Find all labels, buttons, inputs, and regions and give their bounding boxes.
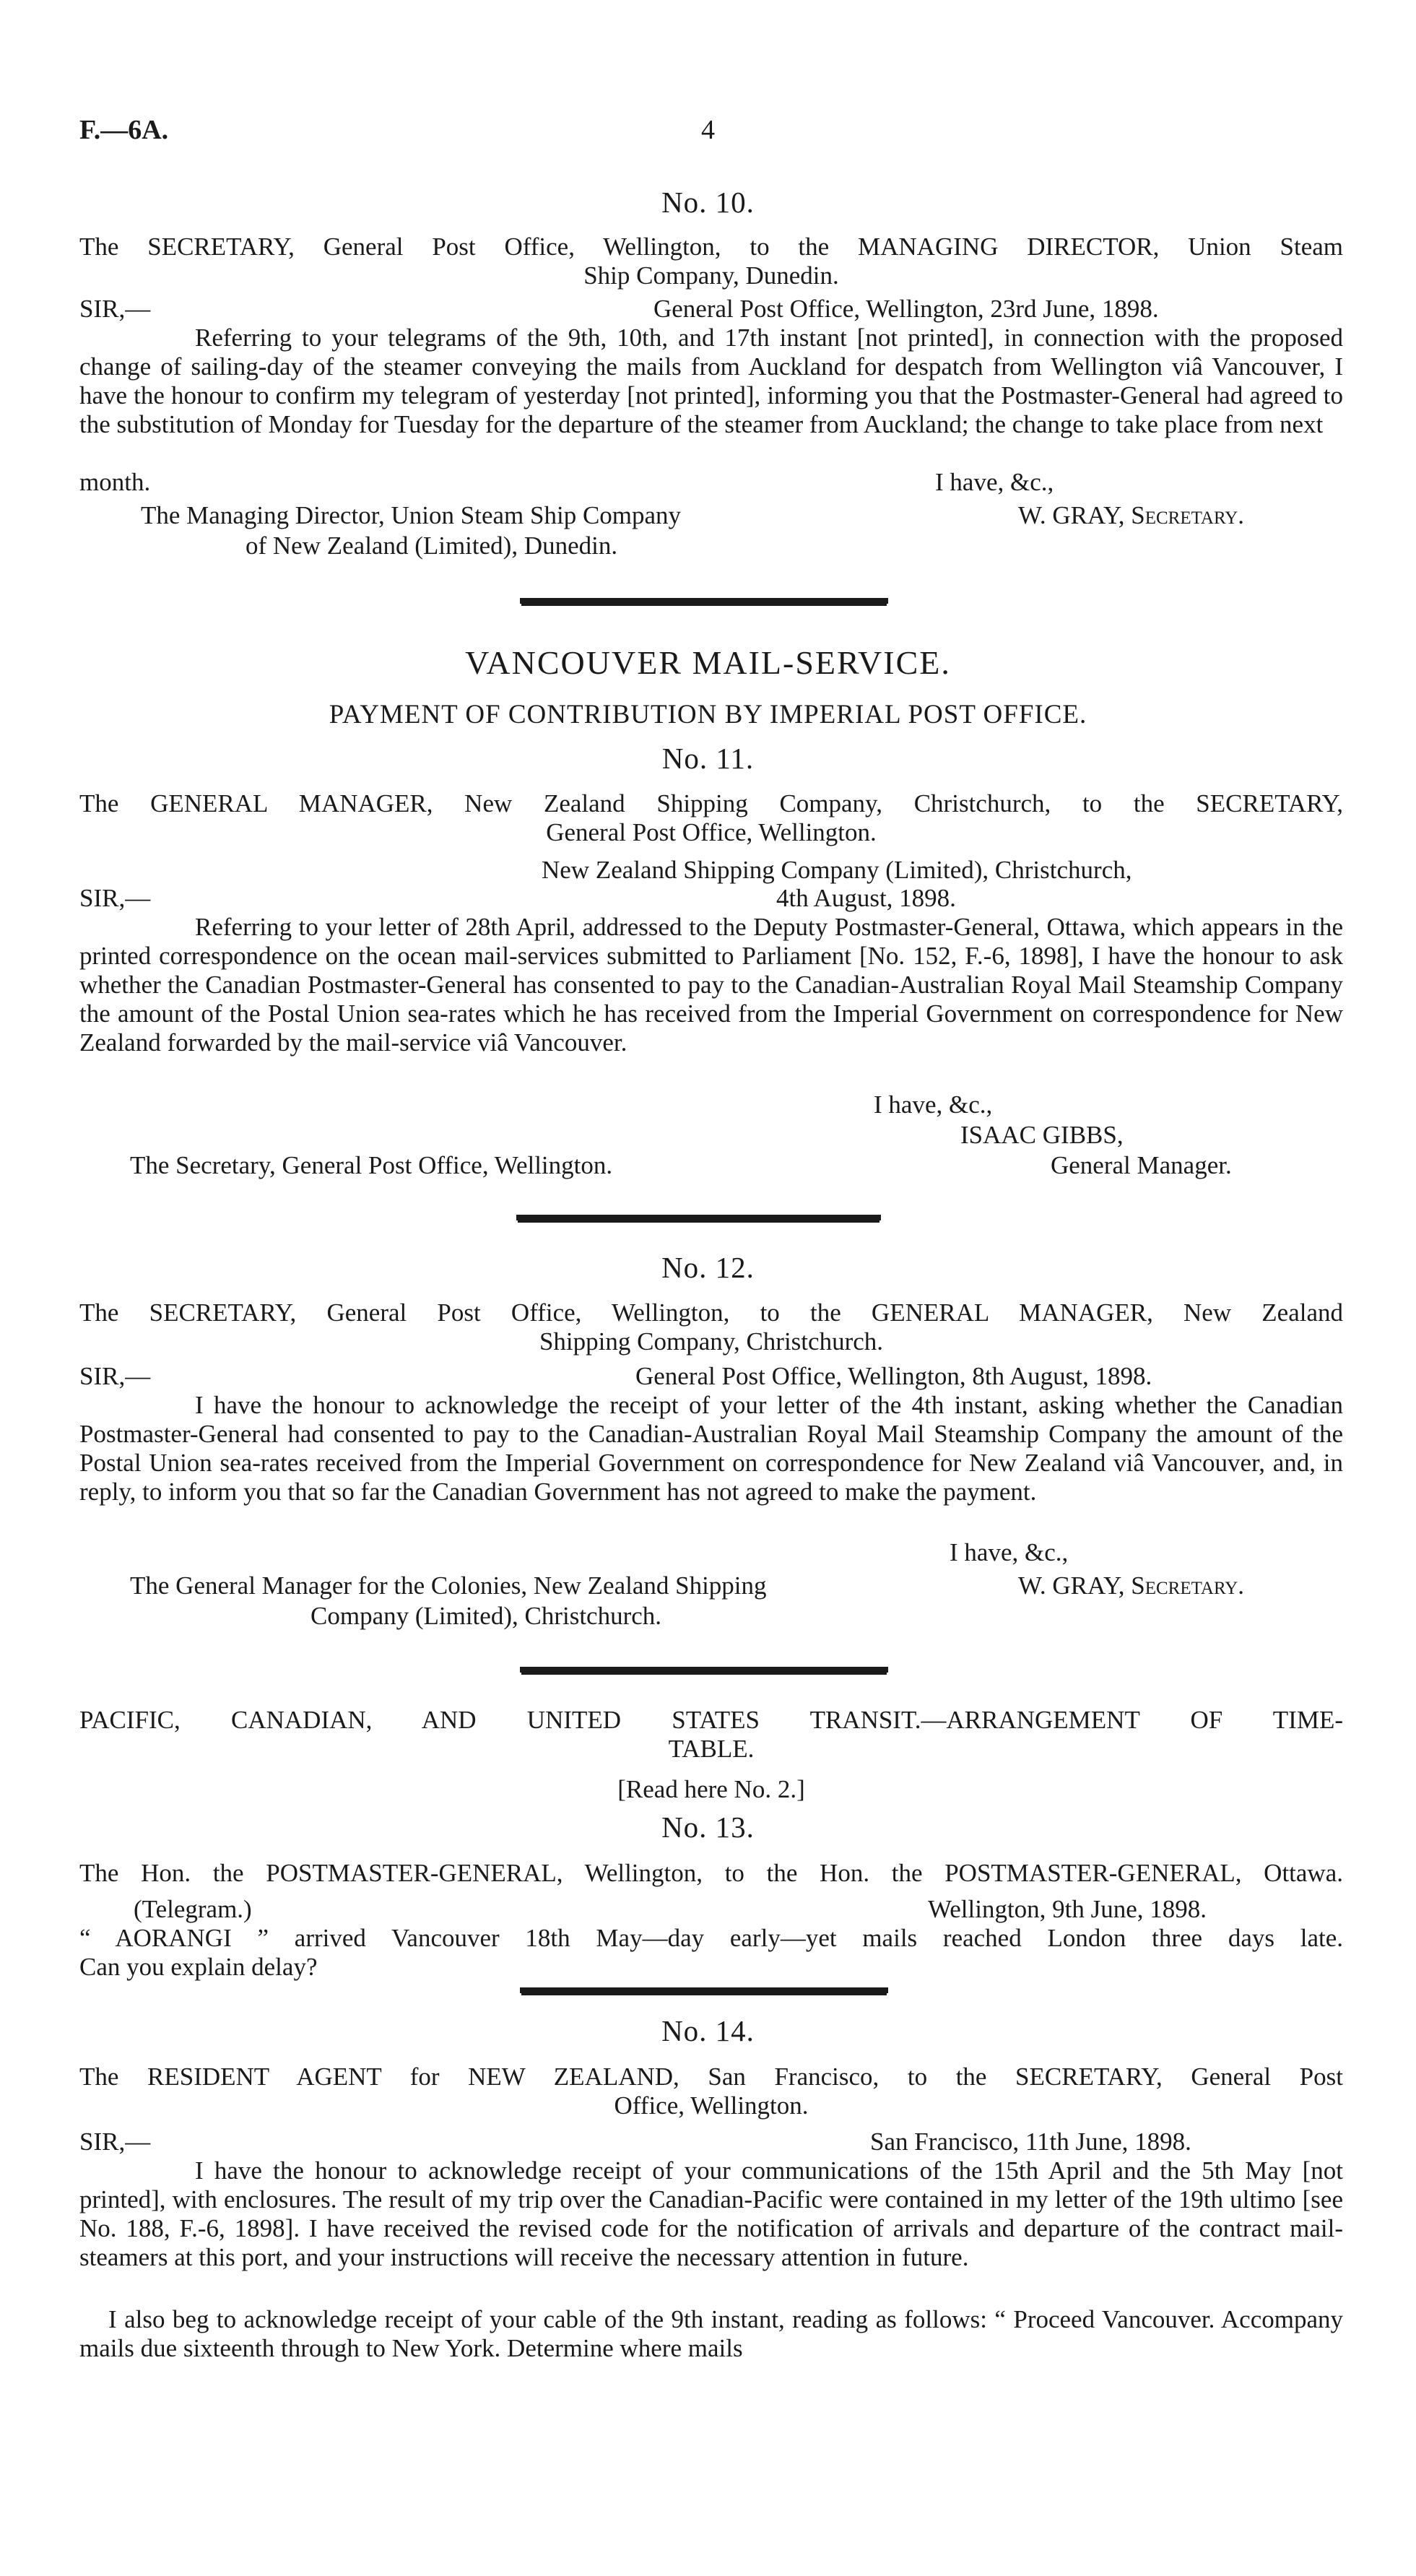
signature-title: General Manager. (1051, 1151, 1232, 1179)
divider (516, 1215, 881, 1220)
address-line: General Post Office, Wellington. (546, 818, 877, 846)
letter-body: Referring to your telegrams of the 9th, 10th, and 17th instant [not printed], in connection with the proposed change of sailing-day of the steamer conveying the mails from Auckland for despatch from Wellington viâ Vancouver, I have the honour to confirm my telegram of yesterday [not printed], informing you that the Postmaster-General had agreed to the substitution of Monday for Tuesday for the departure of the steamer from Auckland; the change to take place from next (79, 324, 1343, 438)
date: 4th August, 1898. (776, 884, 956, 912)
address-line: The SECRETARY, General Post Office, Wellington, to the GENERAL MANAGER, New Zealand (79, 1298, 1343, 1327)
letter-body: I have the honour to acknowledge receipt of your communications of the 15th April and the 5th May [not printed], with enclosures. The result of my trip over the Canadian-Pacific were contained in my letter of the 19th ultimo [see No. 188, F.-6, 1898]. I have received the revised code for the notification of arrivals and departure of the contract mail-steamers at this port, and your instructions will receive the necessary attention in future. (79, 2156, 1343, 2271)
place-date: General Post Office, Wellington, 8th August, 1898. (635, 1362, 1152, 1390)
salutation: SIR,— (79, 1362, 151, 1390)
letter-body-end: month. (79, 468, 151, 496)
address-line: The SECRETARY, General Post Office, Wellington, to the MANAGING DIRECTOR, Union Steam (79, 233, 1343, 261)
address-line: Shipping Company, Christchurch. (539, 1327, 884, 1356)
recipient: The Managing Director, Union Steam Ship Company (141, 501, 682, 529)
telegram-body: Can you explain delay? (79, 1953, 318, 1981)
closing: I have, &c., (950, 1538, 1069, 1566)
section-note: [Read here No. 2.] (617, 1775, 805, 1803)
place-date: Wellington, 9th June, 1898. (928, 1895, 1207, 1923)
recipient: of New Zealand (Limited), Dunedin. (246, 532, 618, 560)
letter-body: I also beg to acknowledge receipt of your cable of the 9th instant, reading as follows: “ Proceed Vancouver. Accompany mails due sixteenth through to New York. Determine where mails (79, 2305, 1343, 2362)
address-line: Ship Company, Dunedin. (583, 261, 839, 290)
section-title: VANCOUVER MAIL-SERVICE. (465, 644, 951, 681)
closing: I have, &c., (874, 1090, 993, 1119)
recipient: The General Manager for the Colonies, New Zealand Shipping (130, 1571, 767, 1600)
divider (520, 598, 888, 604)
divider (520, 1987, 888, 1993)
document-reference: F.—6A. (79, 115, 169, 145)
letter-body: Referring to your letter of 28th April, addressed to the Deputy Postmaster-General, Ottawa, which appears in the printed correspondence on the ocean mail-services submitted to Parliament [No. 152, F.-6, 1898], I have the honour to ask whether the Canadian Postmaster-General has consented to pay to the Canadian-Australian Royal Mail Steamship Company the amount of the Postal Union sea-rates which he has received from the Imperial Government on correspondence for New Zealand forwarded by the mail-service viâ Vancouver. (79, 913, 1343, 1057)
address-line: The Hon. the POSTMASTER-GENERAL, Wellington, to the Hon. the POSTMASTER-GENERAL, Ottawa. (79, 1859, 1343, 1887)
letter-heading-no10: No. 10. (661, 186, 755, 219)
signature-name: ISAAC GIBBS, (960, 1121, 1124, 1149)
section-title: PACIFIC, CANADIAN, AND UNITED STATES TRANSIT.—ARRANGEMENT OF TIME- (79, 1706, 1343, 1734)
salutation: SIR,— (79, 295, 151, 323)
section-subtitle: PAYMENT OF CONTRIBUTION BY IMPERIAL POST OFFICE. (329, 700, 1087, 729)
recipient: The Secretary, General Post Office, Wellington. (130, 1151, 613, 1179)
place: New Zealand Shipping Company (Limited), Christchurch, (542, 856, 1132, 884)
signature: W. GRAY, Secretary. (1018, 1571, 1245, 1600)
place-date: General Post Office, Wellington, 23rd June, 1898. (653, 295, 1159, 323)
closing: I have, &c., (935, 468, 1054, 496)
address-line: Office, Wellington. (614, 2091, 809, 2120)
message-type: (Telegram.) (134, 1895, 252, 1923)
divider (520, 1667, 888, 1673)
telegram-body: “ AORANGI ” arrived Vancouver 18th May—day early—yet mails reached London three days late. (79, 1924, 1343, 1952)
salutation: SIR,— (79, 2128, 151, 2156)
letter-heading-no14: No. 14. (661, 2014, 755, 2047)
recipient: Company (Limited), Christchurch. (310, 1602, 662, 1630)
salutation: SIR,— (79, 884, 151, 912)
letter-heading-no13: No. 13. (661, 1810, 755, 1844)
letter-heading-no12: No. 12. (661, 1251, 755, 1284)
place-date: San Francisco, 11th June, 1898. (870, 2128, 1191, 2156)
letter-body: I have the honour to acknowledge the receipt of your letter of the 4th instant, asking whether the Canadian Postmaster-General had consented to pay to the Canadian-Australian Royal Mail Steamship Company the amount of the Postal Union sea-rates received from the Imperial Government on correspondence for New Zealand viâ Vancouver, and, in reply, to inform you that so far the Canadian Government has not agreed to make the payment. (79, 1391, 1343, 1506)
address-line: The GENERAL MANAGER, New Zealand Shipping Company, Christchurch, to the SECRETARY, (79, 789, 1343, 818)
letter-heading-no11: No. 11. (661, 742, 755, 775)
signature: W. GRAY, Secretary. (1018, 501, 1245, 529)
page-number: 4 (701, 115, 715, 145)
section-title: TABLE. (668, 1735, 755, 1763)
address-line: The RESIDENT AGENT for NEW ZEALAND, San Francisco, to the SECRETARY, General Post (79, 2063, 1343, 2091)
